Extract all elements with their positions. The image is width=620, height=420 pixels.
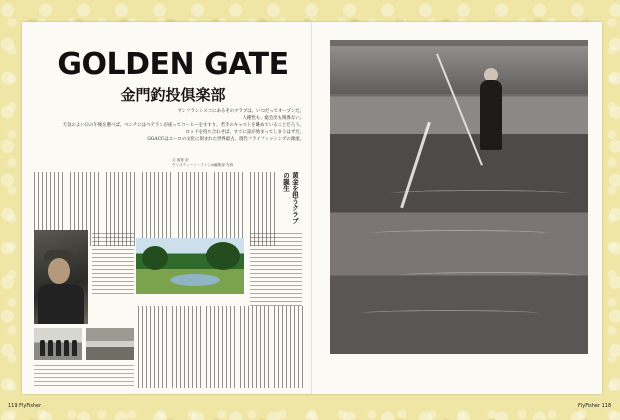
lead-line: GGACCはユーロの文化に刻まれた世界最古、現代フライフィッシングの源流。 [147, 137, 304, 142]
fly-fishing-photo [330, 40, 588, 354]
bottom-photo-caption [34, 364, 134, 386]
text-column [142, 172, 172, 246]
lead-line: 天気のよい日の午後を選べば、ベンチにはベテランが座ってコーヒーをすすり、若手のキャストを眺めていることだろう。 [62, 123, 304, 128]
text-column [240, 306, 270, 388]
angler-figure [480, 80, 502, 150]
lead-paragraph [32, 108, 304, 143]
text-column [274, 306, 304, 388]
park-caption [250, 230, 302, 306]
byline [172, 158, 310, 168]
text-column [178, 172, 208, 246]
text-column [172, 306, 202, 388]
body-shape [38, 284, 84, 324]
text-column [138, 306, 168, 388]
pond-photo [86, 328, 134, 360]
tree-shape [142, 246, 168, 270]
water-ripple [390, 190, 570, 197]
water-ripple [400, 272, 580, 279]
text-column [206, 306, 236, 388]
person-shape [56, 340, 61, 356]
article-title: GOLDEN GATE [57, 47, 289, 82]
text-column [214, 172, 244, 246]
person-shape [40, 340, 45, 356]
lead-line: 人種性も、総会出も関係ない。 [242, 116, 304, 121]
section-heading: 黄金を担うクラブの誕生 [282, 172, 299, 224]
left-page [22, 22, 312, 394]
lead-line: ロッドを持ち合わせば、すぐに話が始まってしまうはずだ。 [185, 130, 304, 135]
park-photo [136, 238, 244, 294]
portrait-photo [34, 230, 88, 324]
person-shape [64, 340, 69, 356]
water-ripple [360, 310, 540, 317]
page-folio-right: FlyFisher 118 [578, 403, 612, 409]
portrait-caption [92, 230, 134, 294]
article-subtitle: 金門釣投俱楽部 [120, 86, 226, 104]
byline-photographer: クリスティーン・ファン&編集部 写真 [172, 163, 234, 167]
pond-shape [170, 274, 220, 286]
person-shape [48, 340, 53, 356]
group-photo [34, 328, 82, 360]
bridge-shape [330, 46, 588, 94]
tree-shape [206, 242, 240, 270]
right-page [312, 22, 602, 394]
page-folio-left: 119 FlyFisher [8, 403, 42, 409]
byline-writer: 文 坂巻 訳 [172, 158, 189, 162]
face-shape [48, 258, 70, 284]
lower-text-columns [138, 306, 304, 388]
water-ripple [370, 230, 550, 237]
person-shape [72, 340, 77, 356]
lead-line: サンフランシスコにあるそのクラブは、いつだってオープンだ。 [177, 109, 304, 114]
